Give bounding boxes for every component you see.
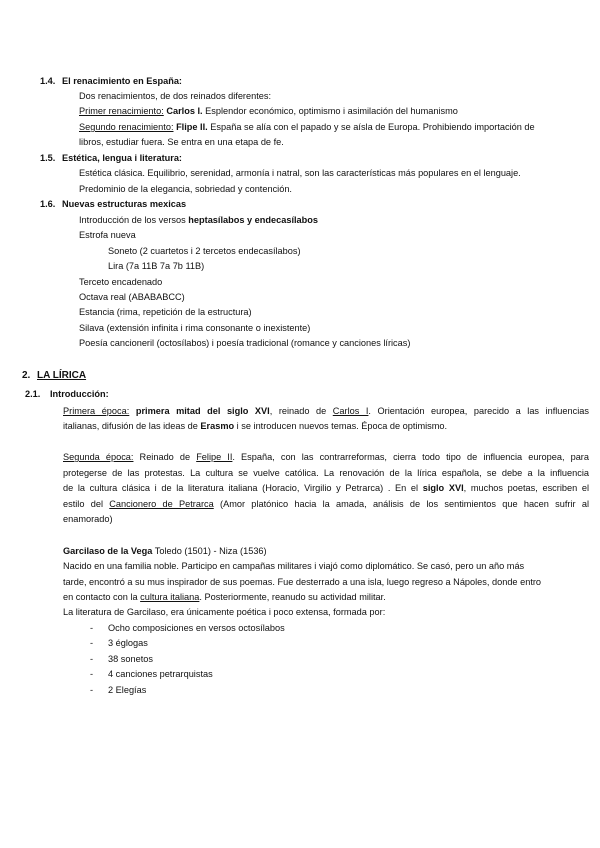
bullet: - (90, 685, 94, 695)
list-item: Soneto (2 cuartetos i 2 tercetos endecasílabos) (108, 246, 301, 256)
text-run: Toledo (1501) - Niza (1536) (152, 546, 267, 556)
bold-term: primera mitad del siglo XVI (135, 406, 270, 416)
heading-1-5: Estética, lengua i literatura: (62, 153, 182, 163)
paragraph (79, 121, 535, 133)
heading-2-number: 2. (22, 370, 31, 381)
text-run: estilo del (63, 499, 110, 509)
heading-2-1-number: 2.1. (25, 389, 41, 399)
bullet: - (90, 623, 94, 633)
paragraph (63, 451, 589, 463)
paragraph (63, 482, 589, 494)
underlined-term: Primer renacimiento: (79, 106, 164, 116)
list-item: Lira (7a 11B 7a 7b 11B) (108, 261, 205, 271)
paragraph (63, 420, 447, 432)
list-item: 38 sonetos (108, 654, 153, 664)
text-run: Reinado de (133, 452, 197, 462)
bold-term: Garcilaso de la Vega (63, 546, 153, 556)
underlined-term: Primera época: (63, 406, 130, 416)
paragraph: Dos renacimientos, de dos reinados diferentes: (79, 91, 272, 101)
bold-term: Flipe II. (176, 122, 208, 132)
underlined-term: Segunda época: (63, 452, 134, 462)
text-run: . Orientación europea, parecido a las influencias (368, 406, 589, 416)
text-run: . Posteriormente, reanudo su actividad militar. (199, 592, 386, 602)
bold-term: Carlos I. (166, 106, 203, 116)
heading-1-4-number: 1.4. (40, 76, 56, 86)
list-item: 3 églogas (108, 638, 148, 648)
underlined-term: Segundo renacimiento: (79, 122, 174, 132)
paragraph: protegerse de las protestas. La cultura se vuelve católica. La renovación de la lírica española, se debe a la influencia (63, 468, 589, 478)
paragraph: Predominio de la elegancia, sobriedad y contención. (79, 184, 292, 194)
underlined-term: Cancionero de Petrarca (109, 499, 214, 509)
heading-2-1: Introducción: (50, 389, 109, 399)
underlined-term: Carlos I (332, 406, 369, 416)
text-run: (Amor platónico hacia la amada, análisis de los sentimientos que hacen sufrir al (213, 499, 589, 509)
text-run: i se introducen nuevos temas. Época de optimismo. (234, 421, 448, 431)
heading-1-6-number: 1.6. (40, 199, 56, 209)
list-item: Estancia (rima, repetición de la estructura) (79, 307, 252, 317)
heading-1-6: Nuevas estructuras mexicas (62, 199, 187, 209)
list-item: 2 Elegías (108, 685, 147, 695)
text-run: en contacto con la (63, 592, 141, 602)
paragraph: libros, estudiar fuera. Se entra en una etapa de fe. (79, 137, 284, 147)
paragraph: Estética clásica. Equilibrio, serenidad, armonía i natral, son las características más populares en el lenguaje. (79, 168, 521, 178)
list-item: Estrofa nueva (79, 230, 136, 240)
heading-1-5-number: 1.5. (40, 153, 56, 163)
bullet: - (90, 654, 94, 664)
list-item: Ocho composiciones en versos octosílabos (108, 623, 285, 633)
bold-term: Erasmo (200, 421, 235, 431)
list-item: Poesía cancioneril (octosílabos) i poesía tradicional (romance y canciones líricas) (79, 338, 411, 348)
paragraph (63, 591, 386, 603)
text-run: italianas, difusión de las ideas de (63, 421, 201, 431)
underlined-term: Felipe II (196, 452, 233, 462)
paragraph: enamorado) (63, 514, 113, 524)
text-run: , reinado de (269, 406, 333, 416)
paragraph: tarde, encontró a su mus inspirador de sus poemas. Fue desterrado a una isla, luego regreso a Nápoles, donde entro (63, 577, 542, 587)
paragraph (63, 545, 267, 557)
paragraph: Nacido en una familia noble. Participo en campañas militares i viajó como diplomático. Se casó, pero un año más (63, 561, 525, 571)
list-item: Silava (extensión infinita i rima consonante o inexistente) (79, 323, 311, 333)
bold-term: siglo XVI (422, 483, 464, 493)
paragraph (63, 498, 589, 510)
paragraph (79, 214, 318, 226)
list-item: 4 canciones petrarquistas (108, 669, 213, 679)
underlined-term: cultura italiana (140, 592, 200, 602)
list-item: Octava real (ABABABCC) (79, 292, 185, 302)
bullet: - (90, 638, 94, 648)
paragraph (63, 405, 589, 417)
paragraph: La literatura de Garcilaso, era únicamente poética i poco extensa, formada por: (63, 607, 386, 617)
bullet: - (90, 669, 94, 679)
text-run: . España, con las contrarreformas, cierra todo tipo de influencia europea, para (232, 452, 589, 462)
bold-term: heptasílabos y endecasílabos (188, 215, 318, 225)
text-run: Introducción de los versos (79, 215, 189, 225)
heading-1-4: El renacimiento en España: (62, 76, 182, 86)
text-run: , muchos poetas, escriben el (463, 483, 589, 493)
heading-2: LA LÍRICA (37, 370, 87, 381)
text-run: de la cultura clásica i de la literatura italiana (Horacio, Virgilio y Petrarca) . En el (63, 483, 423, 493)
paragraph (79, 105, 458, 117)
list-item: Terceto encadenado (79, 277, 163, 287)
text-run: España se alía con el papado y se aísla de Europa. Prohibiendo importación de (207, 122, 535, 132)
text-run: Esplendor económico, optimismo i asimilación del humanismo (202, 106, 458, 116)
